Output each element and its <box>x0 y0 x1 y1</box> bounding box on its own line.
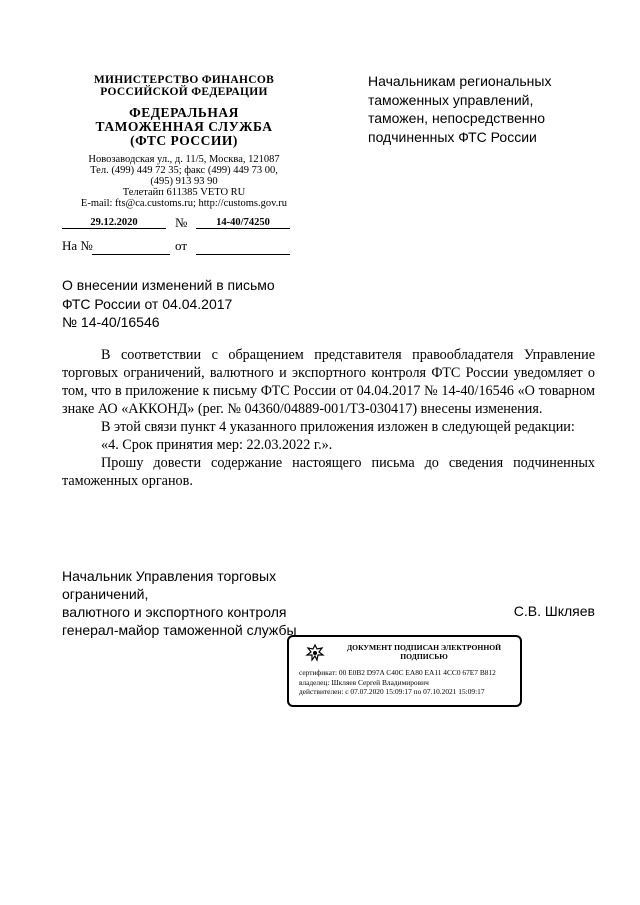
email-line: E-mail: fts@ca.customs.ru; http://customs.gov.ru <box>80 198 288 209</box>
subject-line: № 14-40/16546 <box>62 314 160 330</box>
service-name-line2: ТАМОЖЕННАЯ СЛУЖБА <box>95 119 273 134</box>
service-name-line3: (ФТС РОССИИ) <box>130 133 238 148</box>
addressee-line: таможенных управлений, <box>368 91 534 108</box>
body-paragraph: Прошу довести содержание настоящего письма до сведения подчиненных таможенных органов. <box>62 455 595 489</box>
addressee-line: подчиненных ФТС России <box>368 128 537 145</box>
stamp-details <box>299 668 517 697</box>
electronic-signature-stamp <box>287 635 522 707</box>
letter-subject <box>62 276 322 332</box>
owner-line: владелец: Шкляев Сергей Владимирович <box>299 677 429 687</box>
letterhead <box>62 74 306 98</box>
validity-line: действителен: с 07.07.2020 15:09:17 по 07.10.2021 15:09:17 <box>299 687 485 697</box>
signatory-line: Начальник Управления торговых ограничений, <box>62 568 277 602</box>
stamp-title: ДОКУМЕНТ ПОДПИСАН ЭЛЕКТРОННОЙ ПОДПИСЬЮ <box>346 643 502 661</box>
certificate-line: сертификат: 00 E0B2 D97A C40C EA80 EA11 4CC0 67E7 B812 <box>299 668 496 677</box>
signatory-name: С.В. Шкляев <box>513 603 595 619</box>
addressee-line: Начальникам региональных <box>368 73 552 89</box>
number-sign: № <box>175 215 188 230</box>
service-name-line1: ФЕДЕРАЛЬНАЯ <box>129 105 239 120</box>
telex-line: Телетайп 611385 VETO RU <box>122 187 246 198</box>
addressee <box>368 72 598 146</box>
letter-body <box>62 346 595 490</box>
letter-date: 29.12.2020 <box>62 217 166 229</box>
contact-block <box>62 154 306 209</box>
signatory-title <box>62 567 362 639</box>
federation-name: РОССИЙСКОЙ ФЕДЕРАЦИИ <box>100 86 268 98</box>
ministry-name: МИНИСТЕРСТВО ФИНАНСОВ <box>93 74 275 86</box>
body-paragraph: В соответствии с обращением представителя правообладателя Управление торговых ограничений, валютного и экспортного контроля ФТС России уведомляет о том, что в приложение к письму ФТС России от 04.04.2017 № 14-40/16546 «О товарном знаке АО «АККОНД» (рег. № 04360/04889-001/ТЗ-030417) внесены изменения. <box>62 347 595 417</box>
reference-label: На № <box>62 238 93 253</box>
postal-address: Новозаводская ул., д. 11/5, Москва, 121087 <box>88 154 280 165</box>
subject-line: О внесении изменений в письмо <box>62 277 275 293</box>
body-paragraph: «4. Срок принятия мер: 22.03.2022 г.». <box>101 437 333 453</box>
reference-date-line <box>196 254 290 255</box>
subject-line: ФТС России от 04.04.2017 <box>62 295 233 312</box>
addressee-line: таможен, непосредственно <box>368 110 546 126</box>
service-name <box>62 106 306 148</box>
emblem-icon <box>304 643 326 663</box>
from-label: от <box>175 238 188 253</box>
letter-number: 14-40/74250 <box>196 217 290 229</box>
reference-number-line <box>92 254 170 255</box>
signatory-line: валютного и экспортного контроля <box>62 604 287 620</box>
phone-line-2: (495) 913 93 90 <box>150 176 218 187</box>
body-paragraph: В этой связи пункт 4 указанного приложения изложен в следующей редакции: <box>101 419 575 435</box>
signatory-line: генерал-майор таможенной службы <box>62 622 297 638</box>
phone-line: Тел. (499) 449 72 35; факс (499) 449 73 00, <box>90 165 278 176</box>
